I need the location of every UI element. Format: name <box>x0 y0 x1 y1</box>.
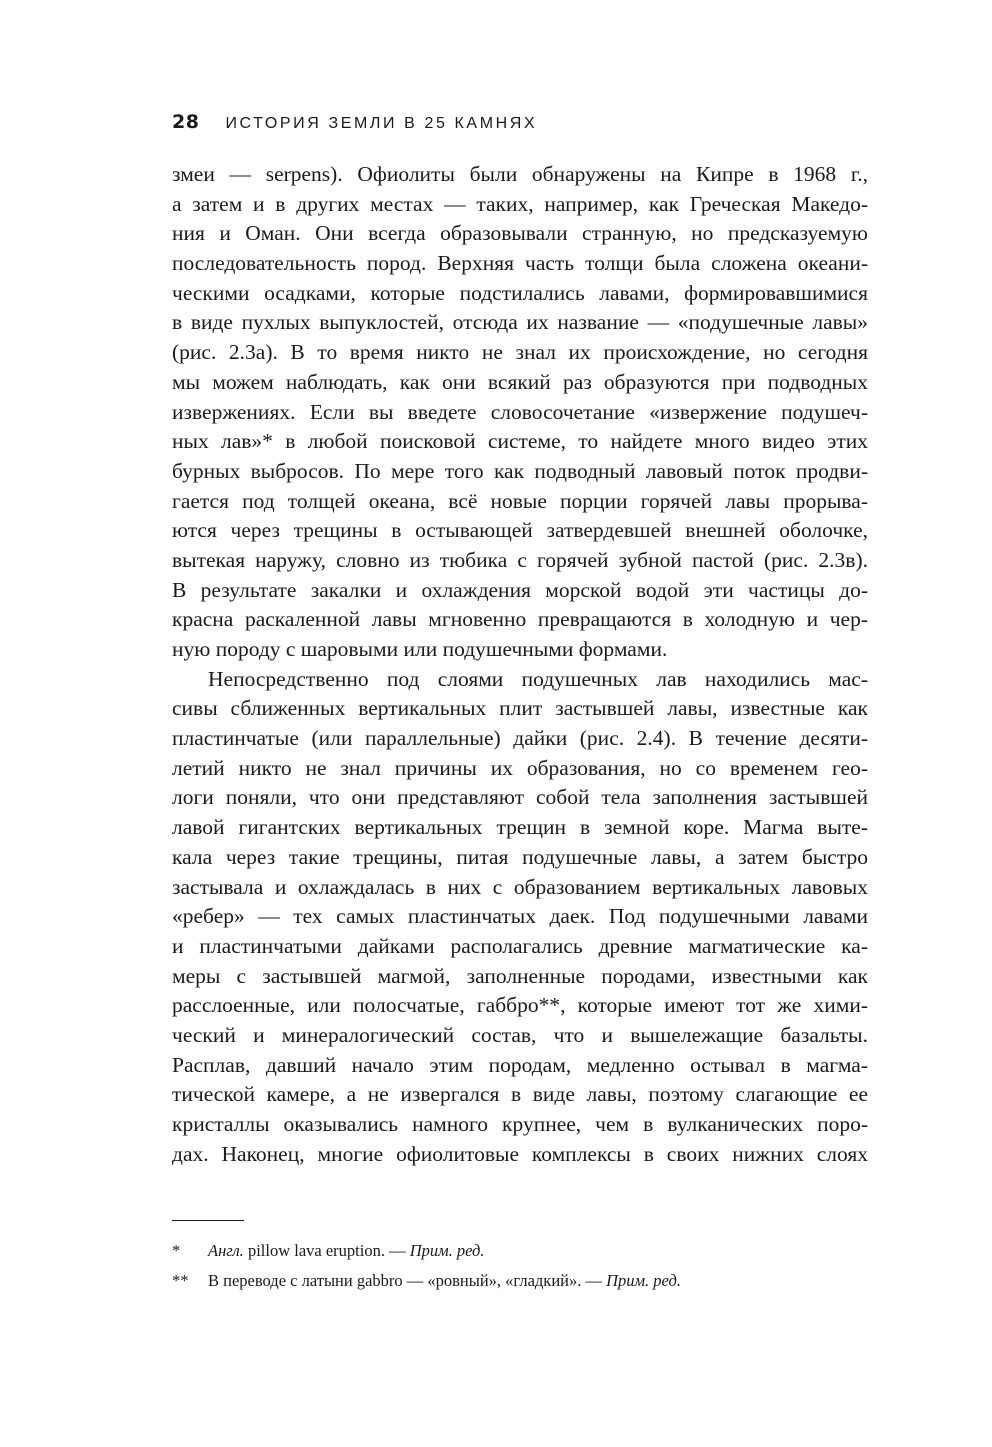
footnote-marker: * <box>172 1241 181 1260</box>
text-line: сивы сближенных вертикальных плит застывшей лавы, известные как <box>172 696 868 721</box>
text-line: Непосредственно под слоями подушечных лав находились мас- <box>208 666 868 691</box>
text-line: красна раскаленной лавы мгновенно превращаются в холодную и чер- <box>172 607 868 632</box>
book-title: ИСТОРИЯ ЗЕМЛИ В 25 КАМНЯХ <box>225 115 538 132</box>
text-line: пластинчатые (или параллельные) дайки (рис. 2.4). В течение десяти- <box>172 726 868 751</box>
text-line: застывала и охлаждалась в них с образованием вертикальных лавовых <box>172 874 868 899</box>
footnote-divider <box>172 1220 244 1221</box>
text-line: летий никто не знал причины их образования, но со временем гео- <box>172 755 868 780</box>
text-line: лавой гигантских вертикальных трещин в земной коре. Магма выте- <box>172 815 868 840</box>
footnote-body: pillow lava eruption. — <box>243 1241 410 1260</box>
footnote-italic-prefix: Англ. <box>208 1241 244 1260</box>
text-line: ческий и минералогический состав, что и вышележащие базальты. <box>172 1022 868 1047</box>
text-line: и пластинчатыми дайками располагались древние магматические ка- <box>172 933 868 958</box>
footnotes <box>172 1236 868 1296</box>
text-line: «ребер» — тех самых пластинчатых даек. Под подушечными лавами <box>172 904 868 929</box>
text-line: извержениях. Если вы введете словосочетание «извержение подушеч- <box>172 399 868 424</box>
text-line: змеи — serpens). Офиолиты были обнаружены на Кипре в 1968 г., <box>172 162 868 186</box>
footnote-text <box>208 1236 485 1266</box>
text-line: Расплав, давший начало этим породам, медленно остывал в магма- <box>172 1052 868 1077</box>
text-line: В результате закалки и охлаждения морской водой эти частицы до- <box>172 577 868 602</box>
text-line: логи поняли, что они представляют собой тела заполнения застывшей <box>172 785 868 810</box>
footnote-editor-note: Прим. ред. <box>409 1241 485 1260</box>
paragraph-2 <box>172 665 868 1170</box>
page-number: 28 <box>172 111 200 133</box>
text-line: а затем и в других местах — таких, например, как Греческая Македо- <box>172 191 868 216</box>
footnote-2 <box>172 1266 868 1296</box>
text-line: дах. Наконец, многие офиолитовые комплексы в своих нижних слоях <box>172 1141 868 1166</box>
text-line: кала через такие трещины, питая подушечные лавы, а затем быстро <box>172 844 868 869</box>
footnote-text <box>208 1266 681 1296</box>
main-text <box>172 160 868 1169</box>
text-line: бурных выбросов. По мере того как подводный лавовый поток продви- <box>172 458 868 483</box>
text-line: ния и Оман. Они всегда образовывали странную, но предсказуемую <box>172 221 868 246</box>
paragraph-1 <box>172 160 868 665</box>
text-line: мы можем наблюдать, как они всякий раз образуются при подводных <box>172 369 868 394</box>
text-line: вытекая наружу, словно из тюбика с горячей зубной пастой (рис. 2.3в). <box>172 547 868 572</box>
footnote-marker: ** <box>172 1271 189 1290</box>
text-line: расслоенные, или полосчатые, габбро**, которые имеют тот же хими- <box>172 993 868 1018</box>
text-line: ных лав»* в любой поисковой системе, то найдете много видео этих <box>172 429 868 454</box>
text-line: последовательность пород. Верхняя часть толщи была сложена океани- <box>172 251 868 276</box>
text-line: ную породу с шаровыми или подушечными формами. <box>172 637 668 661</box>
text-line: кристаллы оказывались намного крупнее, чем в вулканических поро- <box>172 1112 868 1136</box>
running-head <box>172 111 537 137</box>
footnote-1 <box>172 1236 868 1266</box>
text-line: гается под толщей океана, всё новые порции горячей лавы прорыва- <box>172 488 868 513</box>
text-line: ческими осадками, которые подстилались лавами, формировавшимися <box>172 280 868 305</box>
text-line: тической камере, а не извергался в виде лавы, поэтому слагающие ее <box>172 1082 868 1107</box>
footnote-editor-note: Прим. ред. <box>606 1271 681 1290</box>
text-line: ются через трещины в остывающей затвердевшей внешней оболочке, <box>172 518 868 543</box>
text-line: в виде пухлых выпуклостей, отсюда их название — «подушечные лавы» <box>172 310 868 335</box>
text-line: меры с застывшей магмой, заполненные породами, известными как <box>172 963 868 988</box>
text-line: (рис. 2.3а). В то время никто не знал их происхождение, но сегодня <box>172 340 868 365</box>
footnote-body: В переводе с латыни gabbro — «ровный», «гладкий». — <box>208 1271 607 1290</box>
